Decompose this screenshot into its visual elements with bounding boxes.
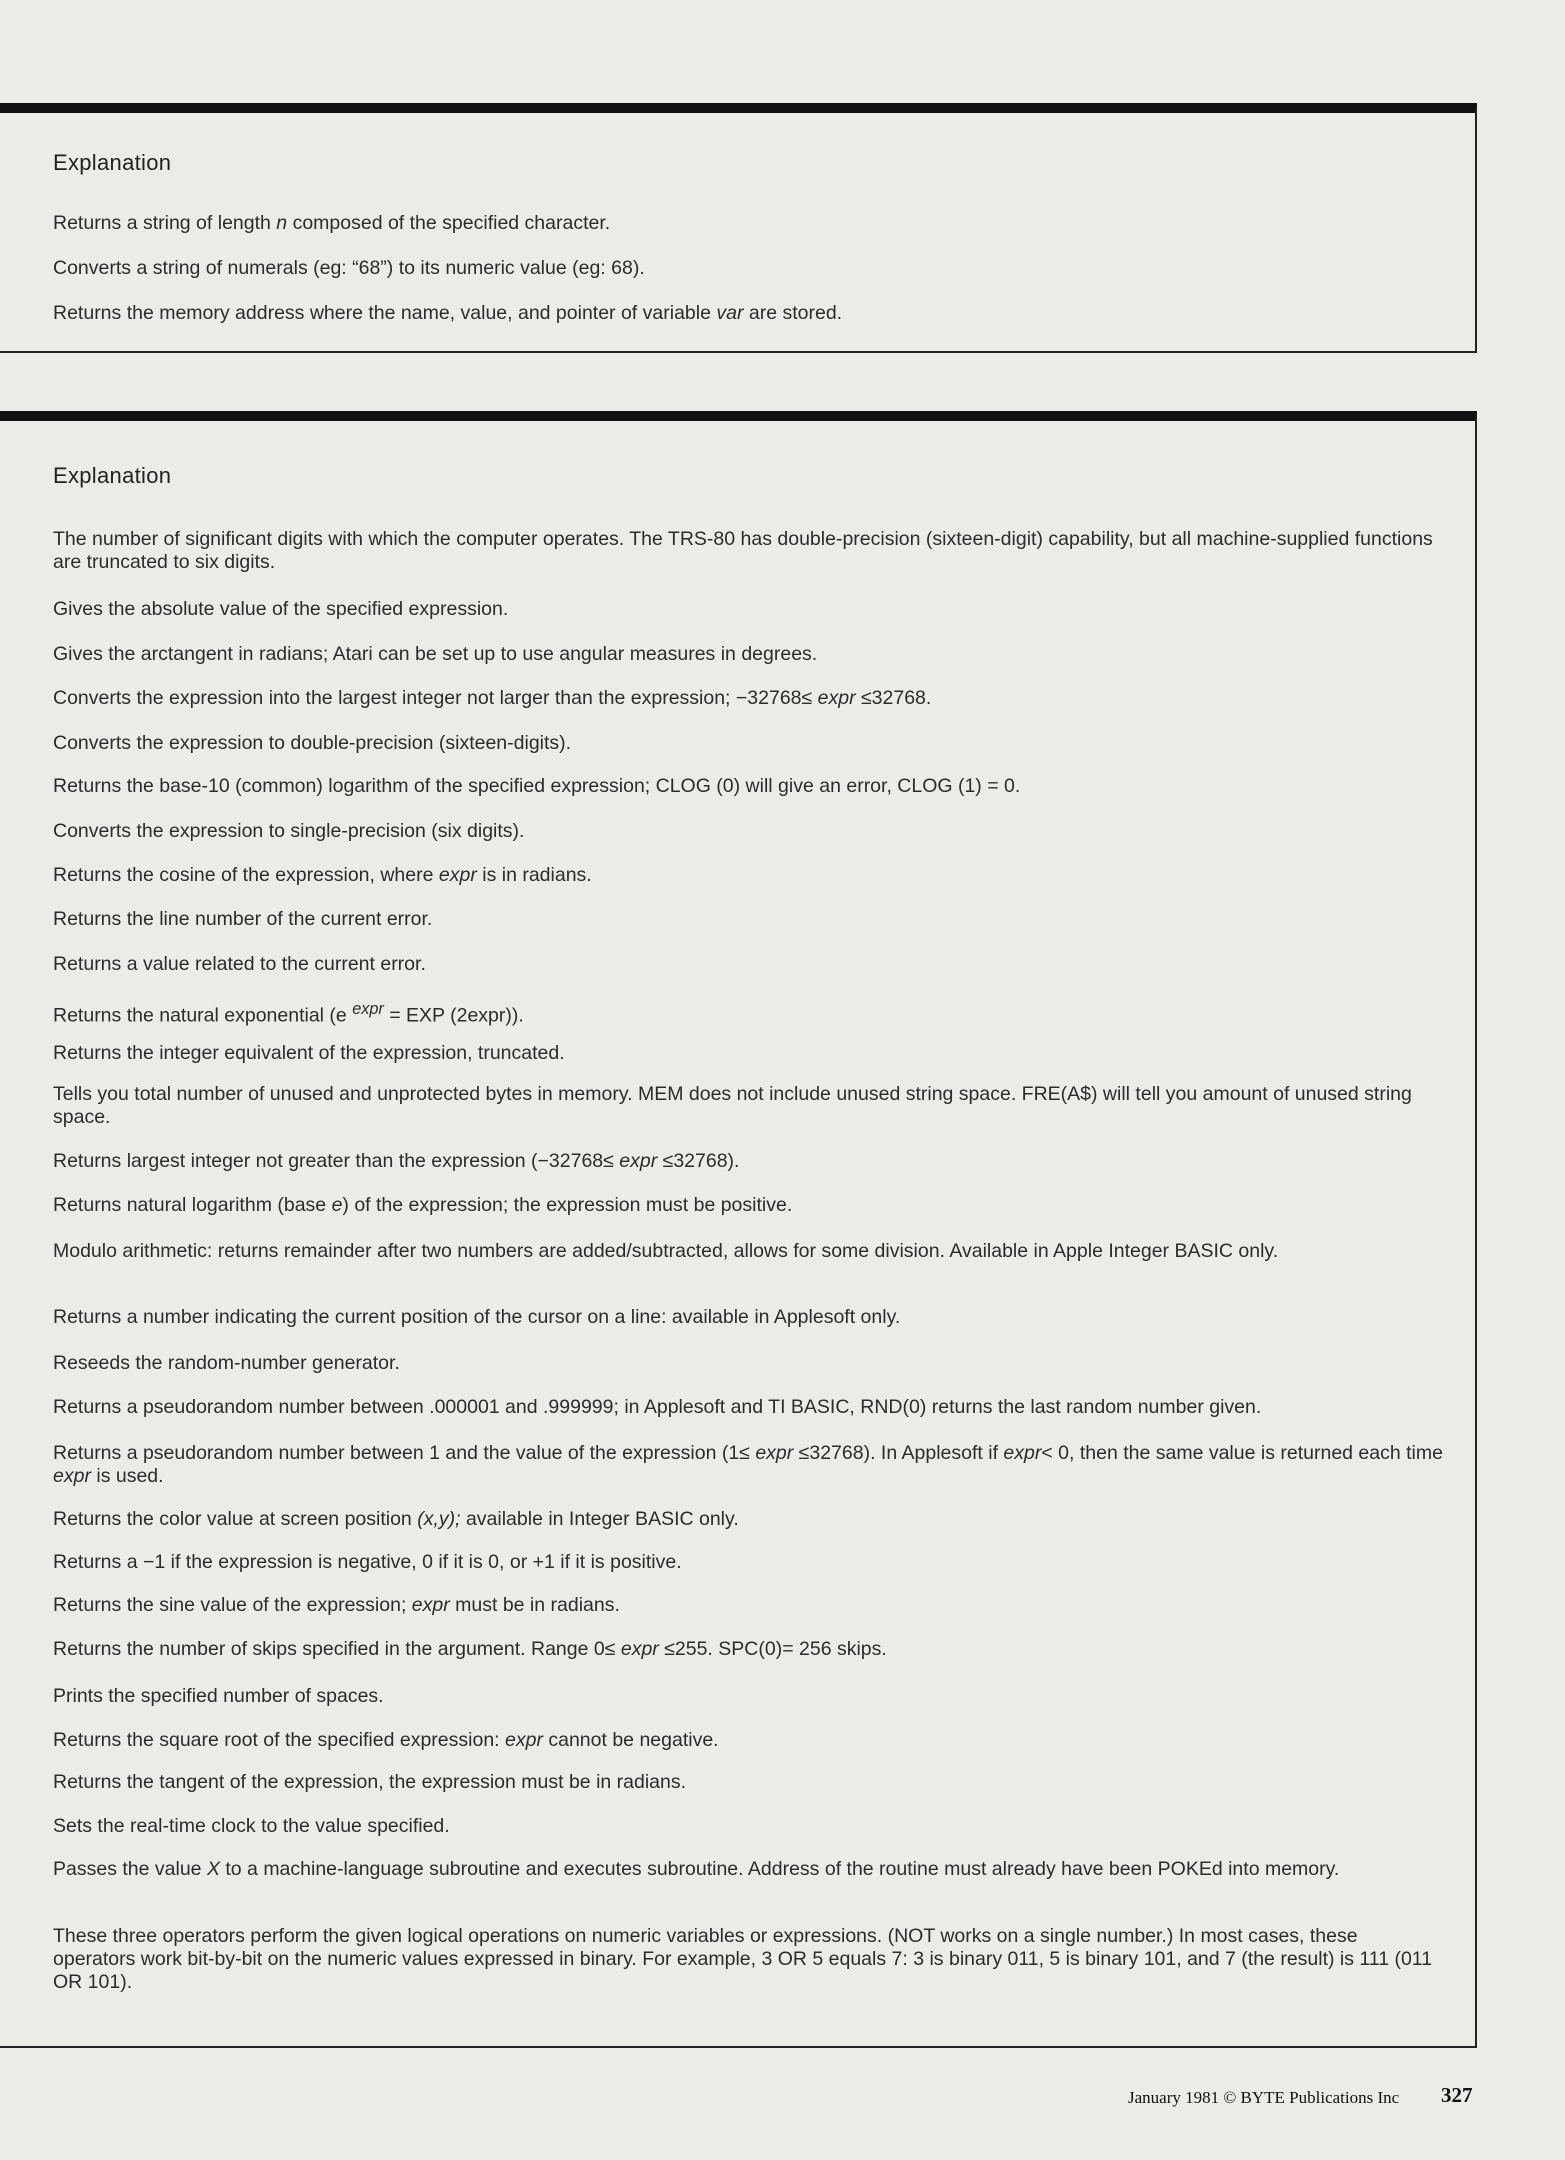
explanation-row: Returns a pseudorandom number between .000001 and .999999; in Applesoft and TI BASIC, RND(0) returns the last random number given. [53, 1396, 1262, 1418]
explanation-row: Returns the memory address where the name, value, and pointer of variable var are stored. [53, 302, 843, 324]
explanation-row: Tells you total number of unused and unprotected bytes in memory. MEM does not include unused string space. FRE(A$) will tell you amount of unused string space. [53, 1083, 1412, 1128]
explanation-row: Returns the sine value of the expression; expr must be in radians. [53, 1594, 620, 1616]
explanation-row: Returns a number indicating the current position of the cursor on a line: available in Applesoft only. [53, 1306, 901, 1328]
explanation-row: Returns the number of skips specified in the argument. Range 0≤ expr ≤255. SPC(0)= 256 skips. [53, 1638, 887, 1660]
footer-source: January 1981 © BYTE Publications Inc [1128, 2088, 1400, 2107]
explanation-row: Returns the base-10 (common) logarithm of the specified expression; CLOG (0) will give an error, CLOG (1) = 0. [53, 775, 1021, 797]
top-table-heading: Explanation [53, 150, 172, 175]
explanation-row: Returns the line number of the current error. [53, 908, 433, 930]
explanation-row: Returns the color value at screen position (x,y); available in Integer BASIC only. [53, 1508, 739, 1530]
explanation-row: Returns the tangent of the expression, the expression must be in radians. [53, 1771, 687, 1793]
explanation-row: The number of significant digits with which the computer operates. The TRS-80 has double-precision (sixteen-digit) capability, but all machine-supplied functions are truncated to six digits. [53, 528, 1433, 573]
explanation-row: Returns a pseudorandom number between 1 and the value of the expression (1≤ expr ≤32768). In Applesoft if expr< 0, then the same value is returned each time expr is used. [53, 1442, 1443, 1487]
explanation-row: Converts the expression to double-precision (sixteen-digits). [53, 732, 572, 754]
explanation-row: Modulo arithmetic: returns remainder after two numbers are added/subtracted, allows for some division. Available in Apple Integer BASIC only. [53, 1240, 1279, 1262]
explanation-row: Gives the arctangent in radians; Atari can be set up to use angular measures in degrees. [53, 643, 818, 665]
explanation-row: Converts the expression to single-precision (six digits). [53, 820, 525, 842]
page-number: 327 [1441, 2083, 1473, 2107]
explanation-row: Converts the expression into the largest integer not larger than the expression; −32768≤ expr ≤32768. [53, 687, 932, 709]
explanation-row: Returns natural logarithm (base e) of the expression; the expression must be positive. [53, 1194, 793, 1216]
explanation-row: Converts a string of numerals (eg: “68”) to its numeric value (eg: 68). [53, 257, 645, 279]
explanation-row: Reseeds the random-number generator. [53, 1352, 400, 1374]
explanation-row: Returns a −1 if the expression is negative, 0 if it is 0, or +1 if it is positive. [53, 1551, 682, 1573]
explanation-row: Returns the natural exponential (e $^{expr}$ = EXP (2expr)). [53, 1000, 524, 1027]
explanation-row: Returns the integer equivalent of the expression, truncated. [53, 1042, 565, 1064]
explanation-row: Returns the square root of the specified expression: expr cannot be negative. [53, 1729, 719, 1751]
explanation-row: Gives the absolute value of the specified expression. [53, 598, 509, 620]
explanation-row: Returns a string of length n composed of the specified character. [53, 212, 611, 234]
explanation-row: These three operators perform the given logical operations on numeric variables or expressions. (NOT works on a single number.) In most cases, these operators work bit-by-bit on the numeric values expressed in binary. For example, 3 OR 5 equals 7: 3 is binary 011, 5 is binary 101, and 7 (the result) is 111 (011 OR 101). [53, 1925, 1433, 1993]
explanation-row: Sets the real-time clock to the value specified. [53, 1815, 450, 1837]
main-table-heading: Explanation [53, 463, 172, 488]
explanation-row: Returns the cosine of the expression, where expr is in radians. [53, 864, 592, 886]
explanation-row: Prints the specified number of spaces. [53, 1685, 384, 1707]
explanation-row: Returns largest integer not greater than the expression (−32768≤ expr ≤32768). [53, 1150, 740, 1172]
explanation-row: Passes the value X to a machine-language subroutine and executes subroutine. Address of the routine must already have been POKEd into memory. [53, 1858, 1340, 1880]
explanation-row: Returns a value related to the current error. [53, 953, 426, 975]
